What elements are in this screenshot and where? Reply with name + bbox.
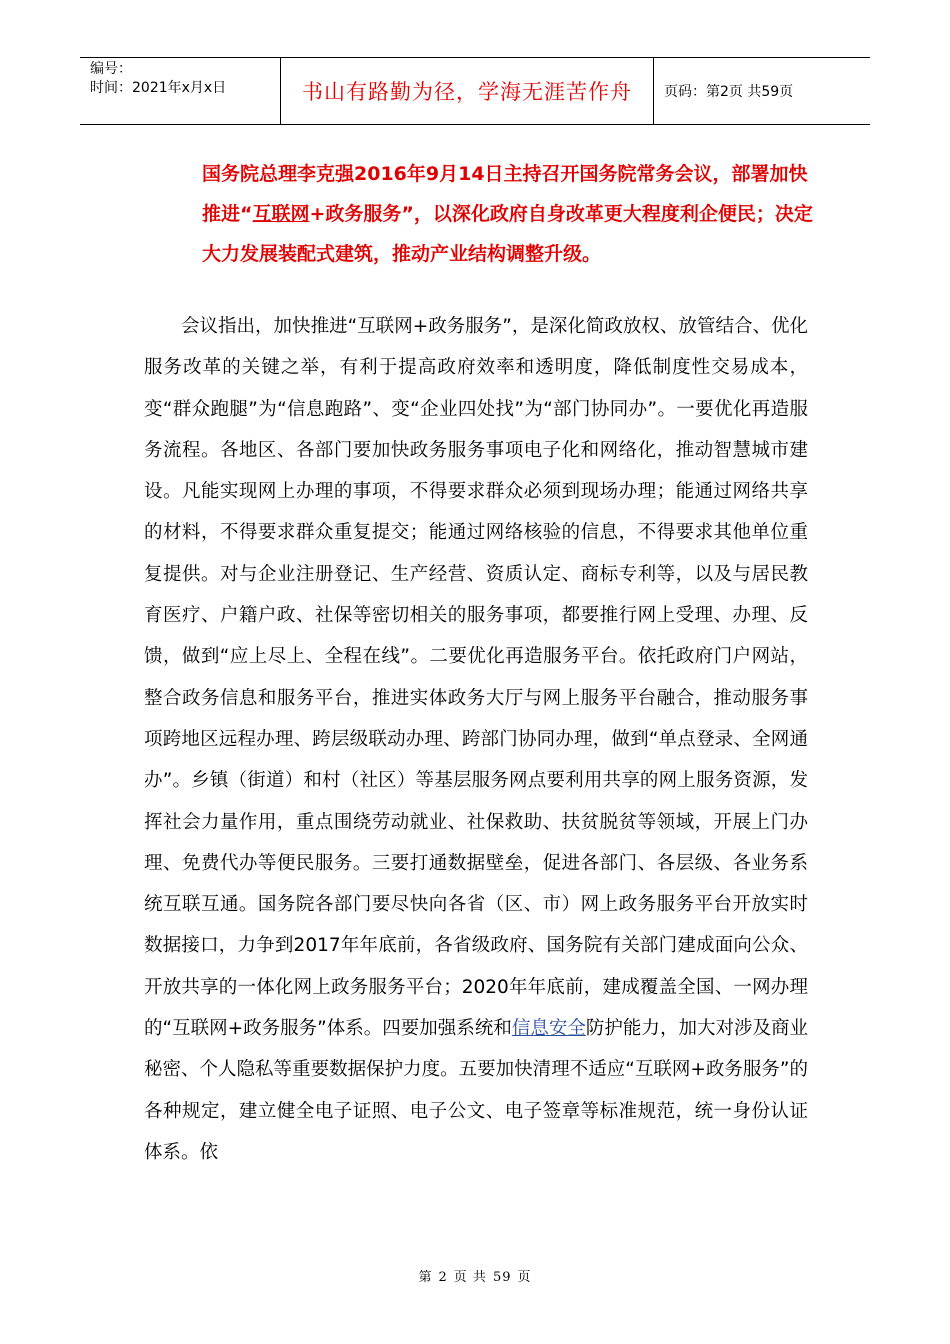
header-page-info: 页码：第2页 共59页 — [664, 84, 794, 100]
header-meta — [80, 58, 281, 124]
paragraph — [144, 306, 808, 1173]
headline — [202, 154, 822, 274]
footer-prefix: 第 — [418, 1270, 433, 1285]
info-security-link[interactable]: 信息安全 — [511, 1018, 586, 1040]
number-label: 编号： — [90, 61, 132, 77]
headline-underlined: 互联网 — [252, 203, 310, 225]
header-motto: 书山有路勤为径，学海无涯苦作舟 — [281, 58, 654, 124]
time-label: 时间：2021年x月x日 — [90, 80, 227, 96]
footer-page-total: 59 — [492, 1270, 512, 1285]
footer-mid: 页 共 — [453, 1270, 487, 1285]
footer-page-num: 2 — [438, 1270, 448, 1285]
body-text — [144, 306, 808, 1173]
headline-part1: 国务院总理李克强2016年9月14日主持召开国务院常务会议，部署加快推进“ — [202, 163, 808, 225]
page-footer — [0, 1266, 950, 1285]
headline-part2: +政务服务”，以深化政府自身改革更大程度利企便民；决定大力发展装配式建筑，推动产业结构调整升级。 — [202, 203, 813, 265]
footer-suffix: 页 — [517, 1270, 532, 1285]
document-header — [80, 57, 870, 125]
paragraph-text-end: 防护能力，加大对涉及商业秘密、个人隐私等重要数据保护力度。五要加快清理不适应“互联网+政务服务”的各种规定，建立健全电子证照、电子公文、电子签章等标准规范，统一身份认证体系。依 — [144, 1018, 808, 1163]
paragraph-text: 会议指出，加快推进“互联网+政务服务”，是深化简政放权、放管结合、优化服务改革的关键之举，有利于提高政府效率和透明度，降低制度性交易成本，变“群众跑腿”为“信息跑路”、变“企业四处找”为“部门协同办”。一要优化再造服务流程。各地区、各部门要加快政务服务事项电子化和网络化，推动智慧城市建设。凡能实现网上办理的事项，不得要求群众必须到现场办理；能通过网络共享的材料，不得要求群众重复提交；能通过网络核验的信息，不得要求其他单位重复提供。对与企业注册登记、生产经营、资质认定、商标专利等，以及与居民教育医疗、户籍户政、社保等密切相关的服务事项，都要推行网上受理、办理、反馈，做到“应上尽上、全程在线”。二要优化再造服务平台。依托政府门户网站，整合政务信息和服务平台，推进实体政务大厅与网上服务平台融合，推动服务事项跨地区远程办理、跨层级联动办理、跨部门协同办理，做到“单点登录、全网通办”。乡镇（街道）和村（社区）等基层服务网点要利用共享的网上服务资源，发挥社会力量作用，重点围绕劳动就业、社保救助、扶贫脱贫等领域，开展上门办理、免费代办等便民服务。三要打通数据壁垒，促进各部门、各层级、各业务系统互联互通。国务院各部门要尽快向各省（区、市）网上政务服务平台开放实时数据接口，力争到2017年年底前，各省级政府、国务院有关部门建成面向公众、开放共享的一体化网上政务服务平台；2020年年底前，建成覆盖全国、一网办理的“互联网+政务服务”体系。四要加强系统和 — [144, 316, 808, 1040]
